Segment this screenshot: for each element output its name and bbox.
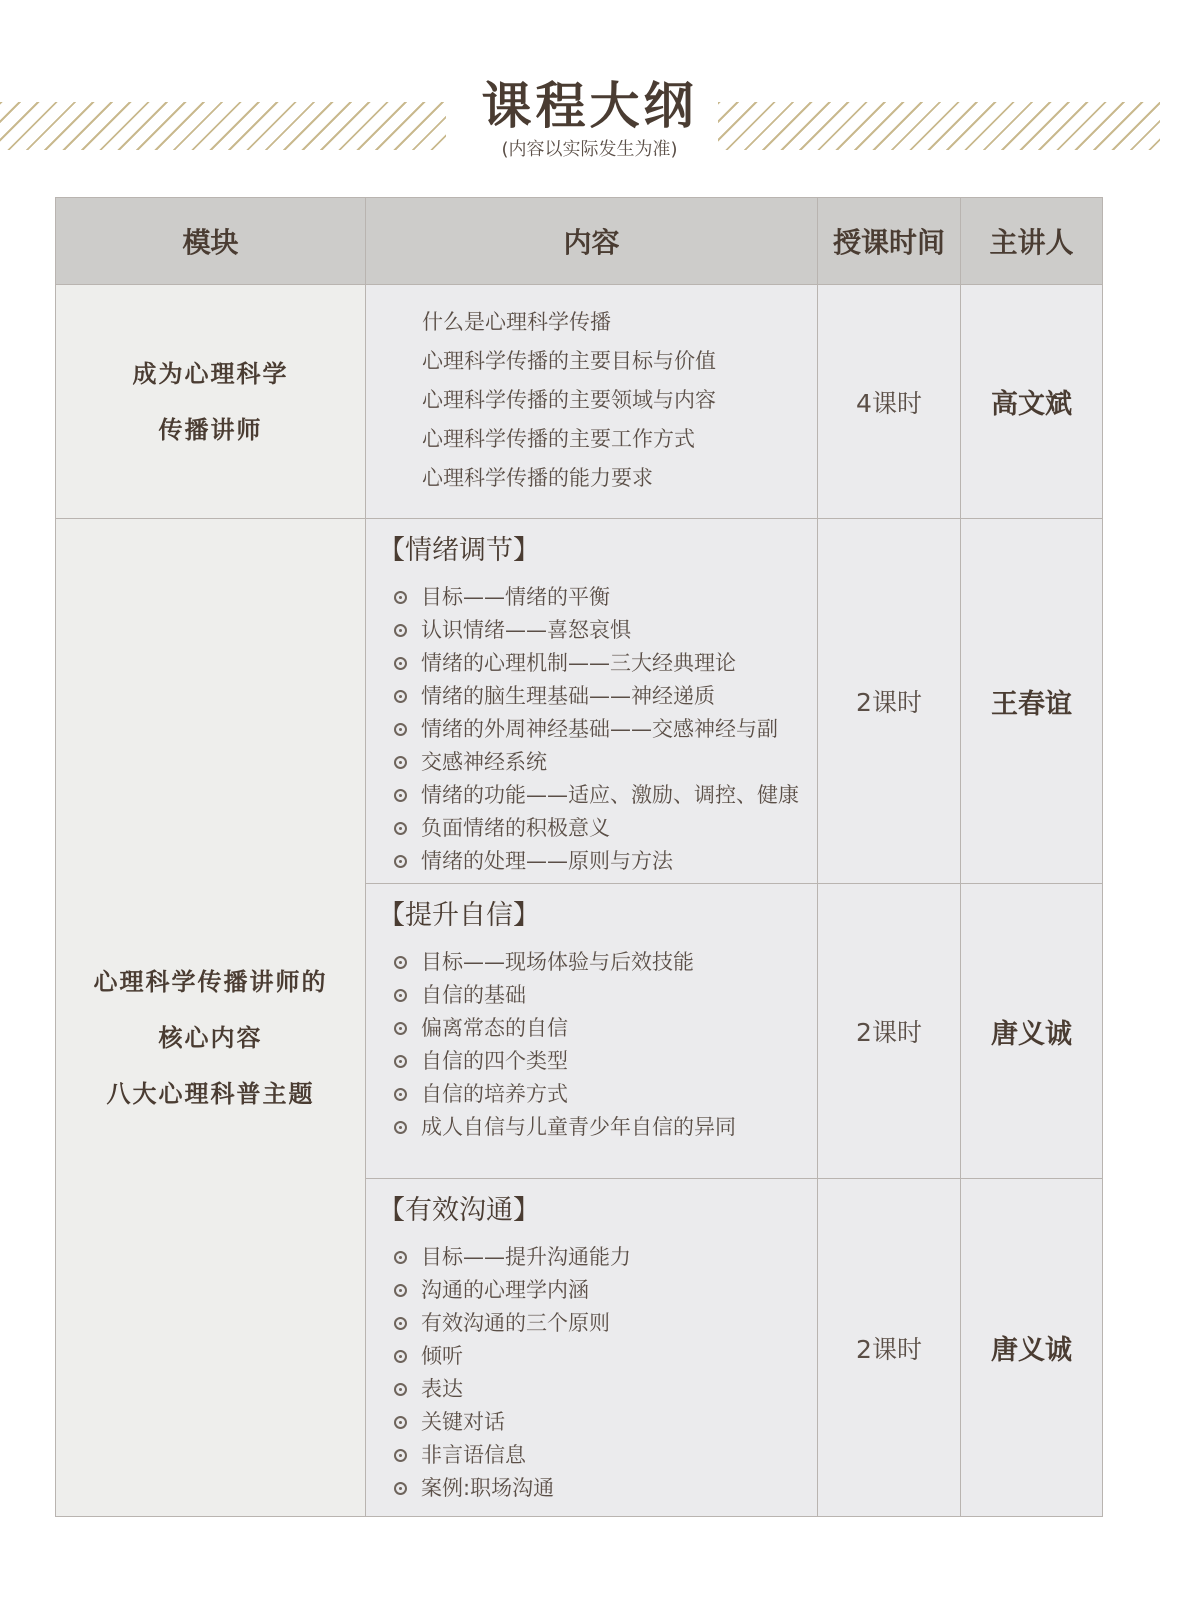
- time-cell: 2课时: [818, 884, 961, 1179]
- bullet-icon: [394, 723, 407, 736]
- column-header-time: 授课时间: [818, 198, 961, 285]
- column-header-speaker: 主讲人: [961, 198, 1103, 285]
- bullet-icon: [394, 1383, 407, 1396]
- list-item-text: 沟通的心理学内涵: [421, 1278, 589, 1302]
- list-item: [394, 1373, 817, 1406]
- list-item-text: 自信的基础: [421, 983, 526, 1007]
- list-item: [394, 812, 817, 845]
- bullet-icon: [394, 1449, 407, 1462]
- list-item-text: 非言语信息: [421, 1443, 526, 1467]
- syllabus-table: [55, 197, 1103, 1517]
- content-cell: [366, 519, 818, 884]
- speaker-cell: 王春谊: [961, 519, 1103, 884]
- list-item-text: 偏离常态的自信: [421, 1016, 568, 1040]
- list-item: [394, 1307, 817, 1340]
- section-title: 【有效沟通】: [378, 1195, 540, 1226]
- speaker-cell: 唐义诚: [961, 884, 1103, 1179]
- list-item-text: 情绪的处理——原则与方法: [421, 849, 673, 873]
- list-item: [394, 1439, 817, 1472]
- list-item: 心理科学传播的能力要求: [422, 466, 653, 490]
- table-header-row: [56, 198, 1103, 285]
- speaker-cell: 高文斌: [961, 285, 1103, 519]
- bullet-icon: [394, 1482, 407, 1495]
- column-header-content: 内容: [366, 198, 818, 285]
- page-title: 课程大纲: [481, 77, 698, 135]
- list-item: [394, 746, 817, 779]
- bullet-icon: [394, 1416, 407, 1429]
- list-item: [394, 1012, 817, 1045]
- module-name-line: 心理科学传播讲师的: [93, 967, 328, 996]
- list-item-text: 关键对话: [421, 1410, 505, 1434]
- speaker-cell: 唐义诚: [961, 1179, 1103, 1517]
- bullet-icon: [394, 956, 407, 969]
- bullet-icon: [394, 1317, 407, 1330]
- list-item: [394, 1111, 817, 1144]
- list-item: 心理科学传播的主要领域与内容: [422, 388, 716, 412]
- content-list: [366, 285, 817, 498]
- bullet-icon: [394, 1284, 407, 1297]
- list-item: 什么是心理科学传播: [422, 310, 611, 334]
- time-cell: 4课时: [818, 285, 961, 519]
- list-item: [394, 1472, 817, 1505]
- time-cell: 2课时: [818, 1179, 961, 1517]
- bullet-icon: [394, 855, 407, 868]
- bullet-icon: [394, 1251, 407, 1264]
- module-name-line: 八大心理科普主题: [106, 1079, 315, 1108]
- list-item: [394, 1406, 817, 1439]
- module-name-line: 成为心理科学: [132, 359, 289, 388]
- list-item: [394, 1340, 817, 1373]
- bullet-icon: [394, 657, 407, 670]
- content-list: [366, 936, 817, 1144]
- list-item-text: 交感神经系统: [421, 750, 547, 774]
- bullet-icon: [394, 789, 407, 802]
- bullet-icon: [394, 822, 407, 835]
- section-title: 【情绪调节】: [378, 535, 540, 566]
- list-item: [394, 1241, 817, 1274]
- list-item: [394, 614, 817, 647]
- list-item-text: 成人自信与儿童青少年自信的异同: [421, 1115, 736, 1139]
- list-item: [394, 845, 817, 878]
- list-item: [394, 979, 817, 1012]
- time-cell: 2课时: [818, 519, 961, 884]
- content-list: [366, 1231, 817, 1505]
- list-item-text: 案例:职场沟通: [421, 1476, 555, 1500]
- bullet-icon: [394, 1350, 407, 1363]
- bullet-icon: [394, 1088, 407, 1101]
- list-item: 心理科学传播的主要工作方式: [422, 427, 695, 451]
- page-subtitle: (内容以实际发生为准): [501, 139, 678, 160]
- table-row: [56, 285, 1103, 519]
- module-name-line: 核心内容: [158, 1023, 263, 1052]
- list-item-text: 目标——情绪的平衡: [421, 585, 610, 609]
- list-item-text: 情绪的心理机制——三大经典理论: [421, 651, 736, 675]
- bullet-icon: [394, 690, 407, 703]
- list-item: [394, 647, 817, 680]
- module-cell: [56, 519, 366, 1517]
- list-item-text: 目标——现场体验与后效技能: [421, 950, 694, 974]
- list-item-text: 有效沟通的三个原则: [421, 1311, 610, 1335]
- bullet-icon: [394, 591, 407, 604]
- list-item: [394, 946, 817, 979]
- list-item-text: 表达: [421, 1377, 463, 1401]
- list-item: [394, 1045, 817, 1078]
- content-list: [366, 571, 817, 878]
- bullet-icon: [394, 756, 407, 769]
- content-cell: [366, 1179, 818, 1517]
- list-item-text: 目标——提升沟通能力: [421, 1245, 631, 1269]
- list-item-text: 情绪的功能——适应、激励、调控、健康: [421, 783, 799, 807]
- table-row: [56, 519, 1103, 884]
- bullet-icon: [394, 1022, 407, 1035]
- content-cell: [366, 285, 818, 519]
- list-item: [394, 1274, 817, 1307]
- list-item: [394, 1078, 817, 1111]
- list-item-text: 倾听: [421, 1344, 463, 1368]
- column-header-module: 模块: [56, 198, 366, 285]
- list-item: [394, 680, 817, 713]
- module-name-line: 传播讲师: [158, 415, 263, 444]
- bullet-icon: [394, 989, 407, 1002]
- list-item: 心理科学传播的主要目标与价值: [422, 349, 716, 373]
- list-item: [394, 713, 817, 746]
- bullet-icon: [394, 1055, 407, 1068]
- bullet-icon: [394, 1121, 407, 1134]
- list-item-text: 负面情绪的积极意义: [421, 816, 610, 840]
- bullet-icon: [394, 624, 407, 637]
- list-item-text: 情绪的脑生理基础——神经递质: [421, 684, 715, 708]
- list-item: [394, 779, 817, 812]
- list-item-text: 认识情绪——喜怒哀惧: [421, 618, 631, 642]
- list-item-text: 自信的培养方式: [421, 1082, 568, 1106]
- module-cell: [56, 285, 366, 519]
- list-item: [394, 581, 817, 614]
- content-cell: [366, 884, 818, 1179]
- section-title: 【提升自信】: [378, 900, 540, 931]
- list-item-text: 自信的四个类型: [421, 1049, 568, 1073]
- list-item-text: 情绪的外周神经基础——交感神经与副: [421, 717, 778, 741]
